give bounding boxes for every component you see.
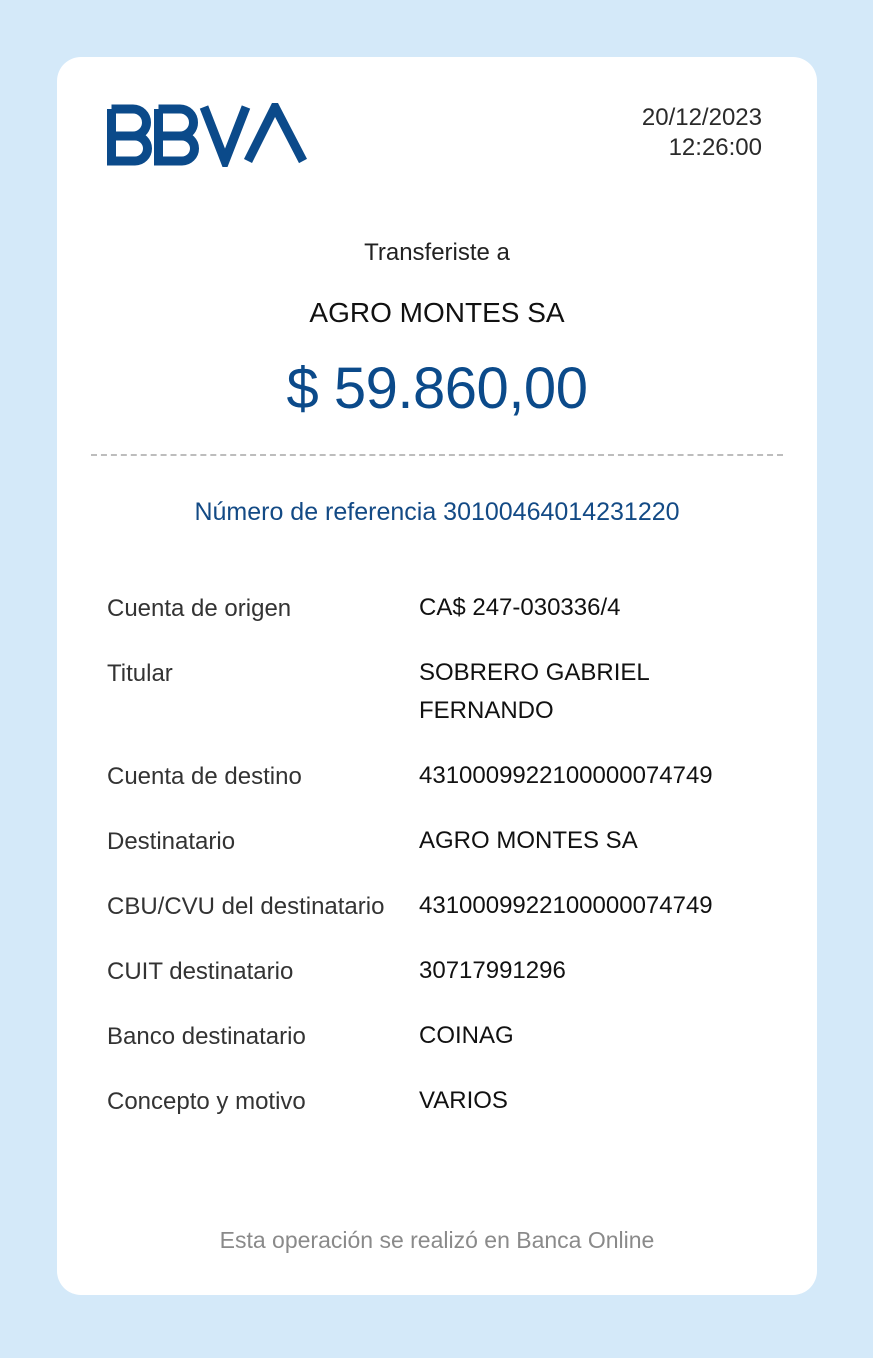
detail-row-cuit [107, 954, 787, 990]
transaction-datetime [642, 103, 762, 163]
detail-label: Cuenta de origen [107, 595, 292, 622]
detail-row-recipient [107, 824, 787, 860]
detail-label: CBU/CVU del destinatario [107, 893, 385, 920]
receipt-card [57, 57, 817, 1295]
detail-value [419, 654, 650, 730]
detail-row-cbu [107, 889, 787, 925]
transfer-amount: $ 59.860,00 [286, 356, 588, 421]
detail-value: AGRO MONTES SA [419, 827, 638, 854]
transfer-details [107, 591, 787, 1149]
detail-label: Cuenta de destino [107, 763, 302, 790]
footer-note: Esta operación se realizó en Banca Online [219, 1227, 655, 1253]
detail-row-destination-account [107, 759, 787, 795]
detail-value: 4310009922100000074749 [419, 892, 713, 919]
detail-value: VARIOS [419, 1087, 508, 1114]
recipient-name: AGRO MONTES SA [309, 297, 565, 328]
transaction-date: 20/12/2023 [641, 104, 762, 131]
detail-row-concept [107, 1084, 787, 1120]
bbva-logo [107, 103, 307, 167]
detail-value: 30717991296 [419, 957, 566, 984]
detail-label: CUIT destinatario [107, 958, 294, 985]
detail-value: 4310009922100000074749 [419, 762, 713, 789]
detail-value-line: SOBRERO GABRIEL [419, 659, 650, 686]
detail-value-line: FERNANDO [419, 697, 554, 724]
detail-row-holder [107, 656, 787, 730]
detail-label: Destinatario [107, 828, 236, 855]
detail-value: CA$ 247-030336/4 [419, 594, 621, 621]
reference-number: Número de referencia 30100464014231220 [194, 498, 680, 526]
dashed-divider [91, 454, 783, 456]
transfer-heading: Transferiste a [364, 239, 510, 266]
detail-value: COINAG [419, 1022, 514, 1049]
detail-row-bank [107, 1019, 787, 1055]
detail-row-origin-account [107, 591, 787, 627]
detail-label: Banco destinatario [107, 1023, 306, 1050]
detail-label: Concepto y motivo [107, 1088, 306, 1115]
transaction-time: 12:26:00 [668, 134, 762, 161]
detail-label: Titular [107, 660, 173, 687]
